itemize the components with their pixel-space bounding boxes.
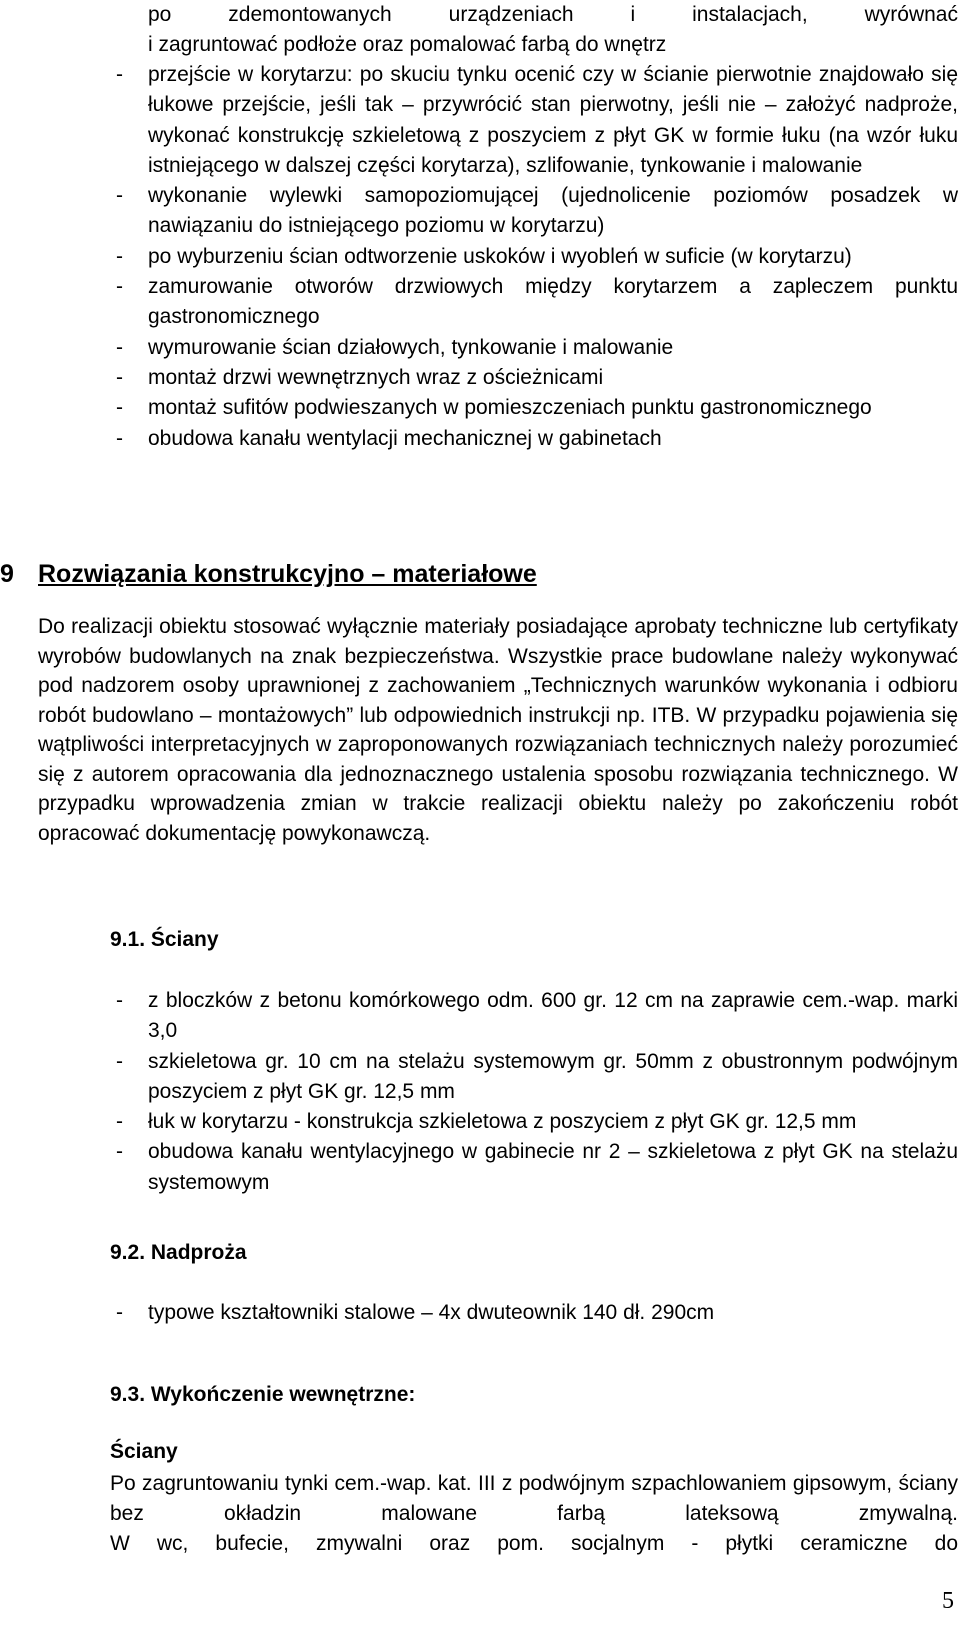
- finishing-paragraph: Po zagruntowaniu tynki cem.-wap. kat. III z podwójnym szpachlowaniem gipsowym, ściany bez okładzin malowane farbą lateksową zmywalną.: [110, 1472, 958, 1525]
- continuation-text: [148, 0, 958, 61]
- list-item: - obudowa kanału wentylacji mechanicznej w gabinetach: [116, 426, 662, 450]
- list-item-text: przejście w korytarzu: po skuciu tynku ocenić czy w ścianie pierwotnie znajdowało się łukowe przejście, jeśli tak – przywrócić stan pierwotny, jeśli nie – założyć nadproże, wykonać konstrukcję szkieletową z poszyciem z płyt GK w formie łuku (na wzór łuku istniejącego w dalszej części korytarza), szlifowanie, tynkowanie i malowanie: [148, 63, 958, 177]
- list-item-text: typowe kształtowniki stalowe – 4x dwuteownik 140 dł. 290cm: [148, 1301, 715, 1324]
- list-item: - typowe kształtowniki stalowe – 4x dwuteownik 140 dł. 290cm: [116, 1301, 715, 1324]
- list-item-text: z bloczków z betonu komórkowego odm. 600 gr. 12 cm na zaprawie cem.-wap. marki 3,0: [148, 989, 958, 1043]
- walls-list: [0, 986, 958, 1198]
- continuation-line: po zdemontowanych urządzeniach i instalacjach, wyrównać: [148, 3, 958, 26]
- list-item-text: wykonanie wylewki samopoziomującej (ujednolicenie poziomów posadzek w nawiązaniu do istniejącego poziomu w korytarzu): [148, 184, 958, 238]
- list-item: - po wyburzeniu ścian odtworzenie uskoków i wyobleń w suficie (w korytarzu): [116, 244, 852, 268]
- section-title: Rozwiązania konstrukcyjno – materiałowe: [38, 560, 537, 588]
- list-item-text: wymurowanie ścian działowych, tynkowanie i malowanie: [148, 335, 674, 359]
- list-item-text: obudowa kanału wentylacji mechanicznej w gabinetach: [148, 426, 662, 450]
- walls-subheading: Ściany: [110, 1440, 178, 1463]
- subsection-heading-9-1: 9.1. Ściany: [110, 928, 219, 951]
- list-item-text: szkieletowa gr. 10 cm na stelażu systemowym gr. 50mm z obustronnym podwójnym poszyciem z płyt GK gr. 12,5 mm: [148, 1049, 958, 1103]
- list-item: - z bloczków z betonu komórkowego odm. 600 gr. 12 cm na zaprawie cem.-wap. marki 3,0: [116, 989, 958, 1043]
- finishing-line: W wc, bufecie, zmywalni oraz pom. socjalnym - płytki ceramiczne do: [110, 1532, 958, 1555]
- lintels-list: [0, 1298, 958, 1328]
- section-number: 9: [0, 560, 14, 588]
- section-paragraph: Do realizacji obiektu stosować wyłącznie materiały posiadające aprobaty techniczne lub certyfikaty wyrobów budowlanych na znak bezpieczeństwa. Wszystkie prace budowlane należy wykonywać pod nadzorem osoby uprawnionej z zachowaniem „Technicznych warunków wykonania i odbioru robót budowlano – montażowych” lub odpowiednich instrukcji np. ITB. W przypadku pojawienia się wątpliwości interpretacyjnych w zaproponowanych rozwiązaniach technicznych należy porozumieć się z autorem opracowania dla jednoznacznego ustalenia sposobu rozwiązania technicznego. W przypadku wprowadzenia zmian w trakcie realizacji obiektu należy po zakończeniu robót opracować dokumentację powykonawczą.: [38, 615, 958, 845]
- page-number: 5: [942, 1588, 954, 1614]
- list-item-text: zamurowanie otworów drzwiowych między korytarzem a zapleczem punktu gastronomicznego: [148, 275, 958, 329]
- intro-bullet-list: [0, 60, 958, 454]
- list-item-text: obudowa kanału wentylacyjnego w gabinecie nr 2 – szkieletowa z płyt GK na stelażu systemowym: [148, 1140, 958, 1194]
- list-item-text: montaż sufitów podwieszanych w pomieszczeniach punktu gastronomicznego: [148, 396, 872, 420]
- subsection-heading-9-2: 9.2. Nadproża: [110, 1241, 247, 1264]
- list-item: - szkieletowa gr. 10 cm na stelażu systemowym gr. 50mm z obustronnym podwójnym poszyciem z płyt GK gr. 12,5 mm: [116, 1049, 958, 1103]
- list-item: - wykonanie wylewki samopoziomującej (ujednolicenie poziomów posadzek w nawiązaniu do istniejącego poziomu w korytarzu): [116, 184, 958, 238]
- list-item-text: montaż drzwi wewnętrznych wraz z ościeżnicami: [148, 365, 604, 389]
- list-item: - montaż sufitów podwieszanych w pomieszczeniach punktu gastronomicznego: [116, 396, 872, 420]
- list-item: - montaż drzwi wewnętrznych wraz z ościeżnicami: [116, 365, 604, 389]
- list-item: - łuk w korytarzu - konstrukcja szkieletowa z poszyciem z płyt GK gr. 12,5 mm: [116, 1110, 857, 1134]
- list-item: - obudowa kanału wentylacyjnego w gabinecie nr 2 – szkieletowa z płyt GK na stelażu systemowym: [116, 1140, 958, 1194]
- continuation-line: i zagruntować podłoże oraz pomalować farbą do wnętrz: [148, 33, 667, 57]
- subsection-heading-9-3: 9.3. Wykończenie wewnętrzne:: [110, 1383, 416, 1406]
- list-item-text: po wyburzeniu ścian odtworzenie uskoków i wyobleń w suficie (w korytarzu): [148, 244, 852, 268]
- list-item: - przejście w korytarzu: po skuciu tynku ocenić czy w ścianie pierwotnie znajdowało się łukowe przejście, jeśli tak – przywrócić stan pierwotny, jeśli nie – założyć nadproże, wykonać konstrukcję szkieletową z poszyciem z płyt GK w formie łuku (na wzór łuku istniejącego w dalszej części korytarza), szlifowanie, tynkowanie i malowanie: [116, 63, 958, 177]
- list-item-text: łuk w korytarzu - konstrukcja szkieletowa z poszyciem z płyt GK gr. 12,5 mm: [148, 1110, 857, 1134]
- list-item: - zamurowanie otworów drzwiowych między korytarzem a zapleczem punktu gastronomicznego: [116, 275, 958, 329]
- list-item: - wymurowanie ścian działowych, tynkowanie i malowanie: [116, 335, 674, 359]
